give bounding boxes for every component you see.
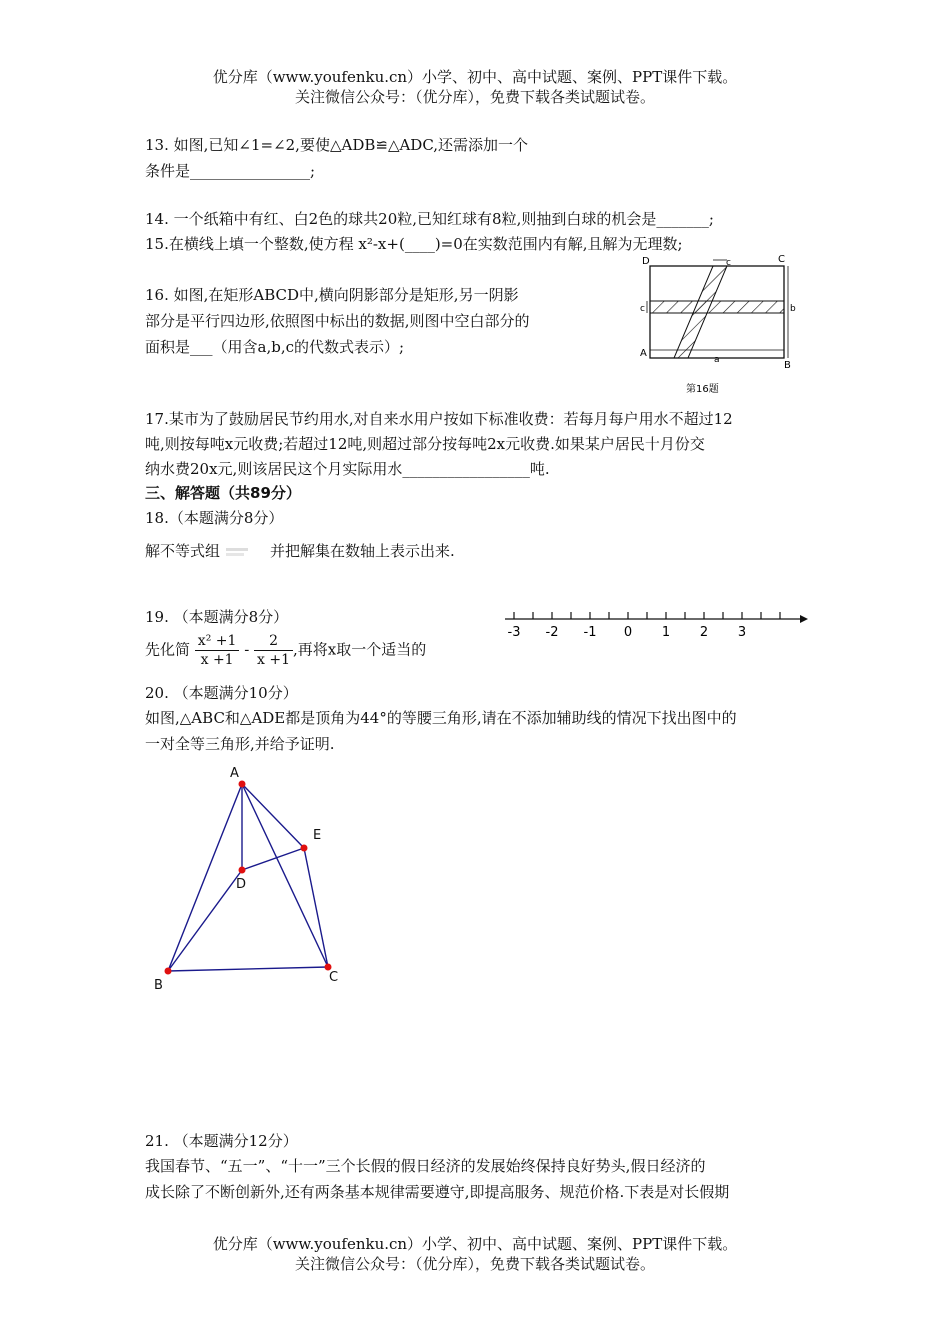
label-b-side: b (790, 304, 796, 314)
segment-ac (242, 784, 328, 967)
q19-prefix: 先化简 (145, 640, 191, 659)
q19-score: 19. （本题满分8分） (145, 608, 289, 626)
q20-triangle-figure (140, 760, 380, 1000)
q14-text: 14. 一个纸箱中有红、白2色的球共20粒,已知红球有8粒,则抽到白球的机会是_______; (145, 210, 714, 228)
q20-score: 20. （本题满分10分） (145, 684, 298, 702)
label-a: A (640, 348, 647, 359)
number-line (500, 605, 810, 645)
label-point-b: B (154, 978, 163, 993)
label-point-a: A (230, 766, 239, 781)
section-title: 三、解答题（共89分） (145, 484, 301, 502)
segment-ab (168, 784, 242, 971)
footer-line-2: 关注微信公众号：（优分库），免费下载各类试题试卷。 (294, 1255, 655, 1273)
q18-prompt (145, 540, 455, 561)
label-c-top: c (726, 258, 731, 268)
label-point-e: E (313, 828, 322, 843)
segment-bc (168, 967, 328, 971)
fraction-2-numerator: 2 (254, 632, 293, 651)
segment-bd (168, 870, 242, 971)
q16-line-1: 16. 如图,在矩形ABCD中,横向阴影部分是矩形,另一阴影 (145, 286, 519, 304)
footer-line-1: 优分库（www.youfenku.cn）小学、初中、高中试题、案例、PPT课件下载。 (212, 1235, 738, 1253)
q15-text: 15.在横线上填一个整数,使方程 x²-x+(____)=0在实数范围内有解,且解为无理数; (145, 235, 683, 253)
point-b (165, 968, 172, 975)
q21-line-1: 我国春节、“五一”、“十一”三个长假的假日经济的发展始终保持良好势头,假日经济的 (145, 1157, 706, 1175)
label-a-bottom: a (714, 355, 720, 365)
number-line-label: 3 (737, 625, 747, 640)
q17-line-1: 17.某市为了鼓励居民节约用水,对自来水用户按如下标准收费：若每月每户用水不超过12 (145, 410, 733, 428)
q18-score: 18.（本题满分8分） (145, 509, 284, 527)
number-line-label: 0 (623, 625, 633, 640)
number-line-arrow (800, 615, 808, 623)
q17-line-3: 纳水费20x元,则该居民这个月实际用水_________________吨. (145, 460, 550, 478)
q20-line-1: 如图,△ABC和△ADE都是顶角为44°的等腰三角形,请在不添加辅助线的情况下找出图中的 (145, 709, 737, 727)
q18-suffix: 并把解集在数轴上表示出来. (270, 542, 455, 560)
number-line-label: 2 (699, 625, 709, 640)
header-line-2: 关注微信公众号：（优分库），免费下载各类试题试卷。 (294, 88, 655, 106)
point-d (239, 867, 246, 874)
q17-line-2: 吨,则按每吨x元收费;若超过12吨,则超过部分按每吨2x元收费.如果某户居民十月份交 (145, 435, 705, 453)
point-e (301, 845, 308, 852)
label-d: D (642, 256, 650, 267)
label-point-d: D (236, 877, 247, 892)
label-b: B (784, 360, 791, 371)
q13-line-1: 13. 如图,已知∠1=∠2,要使△ADB≌△ADC,还需添加一个 (145, 136, 529, 154)
q16-line-3: 面积是___（用含a,b,c的代数式表示）; (145, 338, 405, 356)
q20-line-2: 一对全等三角形,并给予证明. (145, 735, 335, 753)
number-line-label: -1 (583, 625, 597, 640)
fraction-1-denominator: x +1 (200, 652, 234, 668)
minus-sign: - (244, 640, 250, 659)
q19-expression (145, 632, 447, 669)
figure-caption: 第16题 (686, 384, 719, 395)
horizontal-shaded-band (650, 301, 784, 313)
fraction-1 (195, 632, 240, 669)
segment-ae (242, 784, 304, 848)
header-line-1: 优分库（www.youfenku.cn）小学、初中、高中试题、案例、PPT课件下载。 (212, 68, 738, 86)
fraction-2-denominator: x +1 (257, 652, 291, 668)
segment-ec (304, 848, 328, 967)
label-c-left: c (640, 304, 645, 314)
label-c: C (778, 254, 785, 265)
q19-suffix: ,再将x取一个适当的 (293, 640, 427, 659)
label-point-c: C (329, 970, 339, 985)
q21-line-2: 成长除了不断创新外,还有两条基本规律需要遵守,即提高服务、规范价格.下表是对长假期 (145, 1183, 730, 1201)
q21-score: 21. （本题满分12分） (145, 1132, 298, 1150)
number-line-label: -2 (545, 625, 559, 640)
q16-line-2: 部分是平行四边形,依照图中标出的数据,则图中空白部分的 (145, 312, 530, 330)
inequality-system-image (220, 545, 270, 559)
q16-rectangle-figure (630, 250, 805, 400)
q18-prefix: 解不等式组 (145, 542, 221, 560)
q13-line-2: 条件是________________; (145, 162, 316, 180)
number-line-label: -3 (507, 625, 521, 640)
number-line-label: 1 (661, 625, 671, 640)
fraction-2 (254, 632, 293, 669)
point-a (239, 781, 246, 788)
fraction-1-numerator: x² +1 (195, 632, 240, 651)
